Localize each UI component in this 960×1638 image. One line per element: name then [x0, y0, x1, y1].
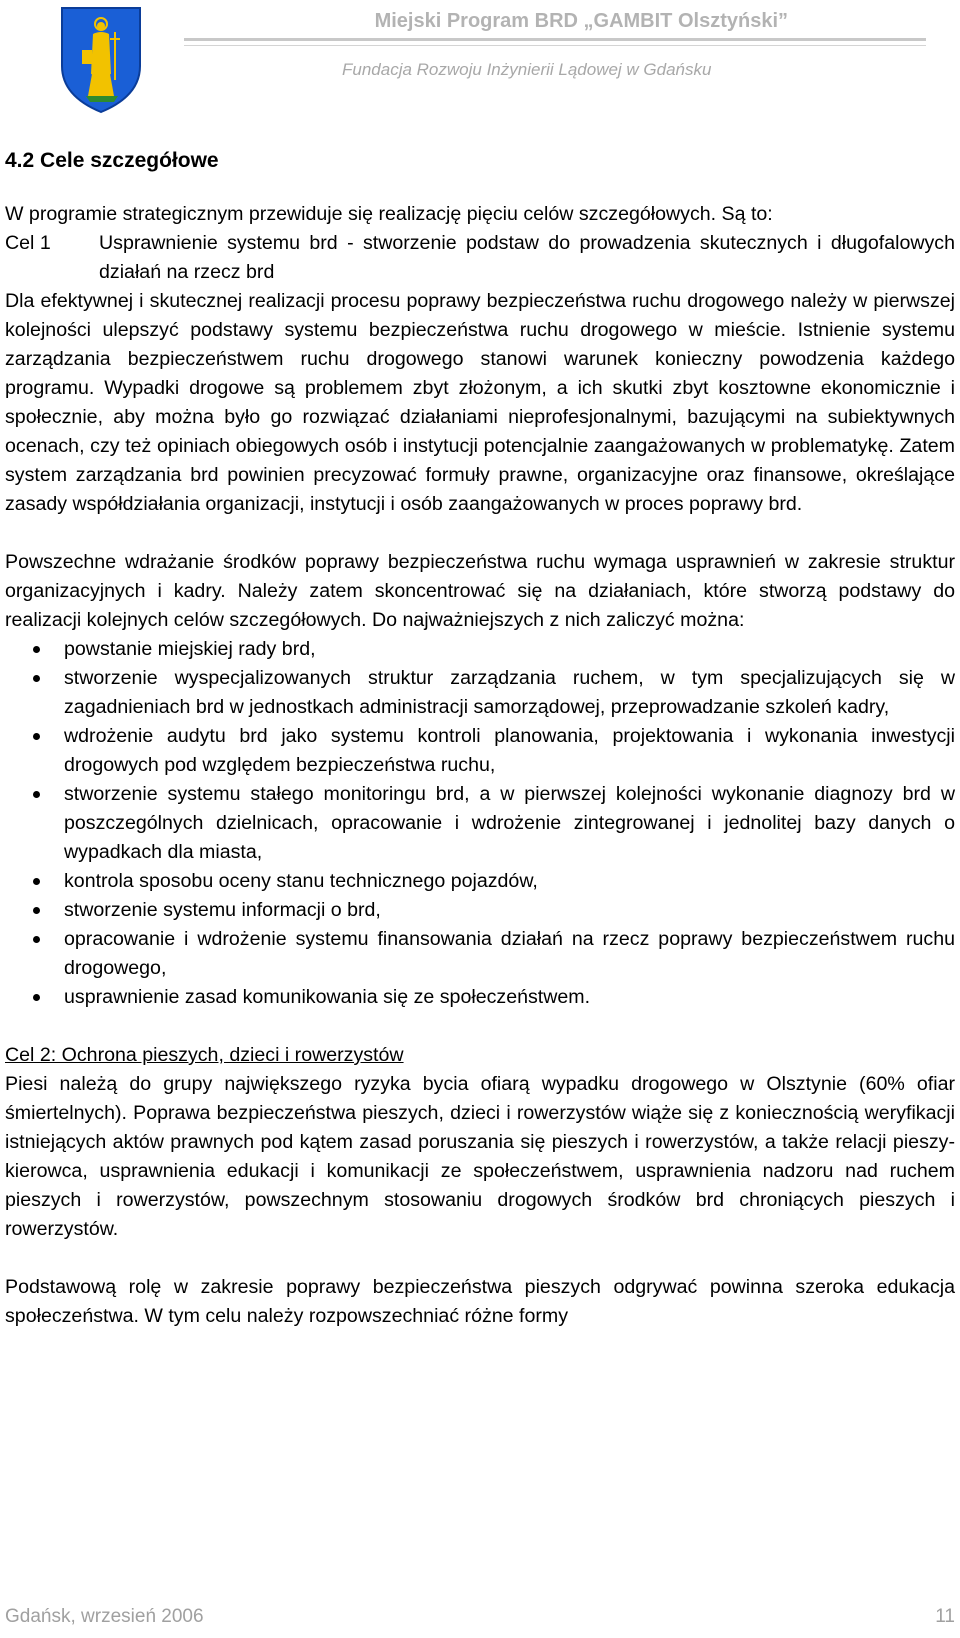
- list-item: stworzenie systemu stałego monitoringu brd, a w pierwszej kolejności wykonanie diagnozy brd w poszczególnych dzielnicach, opracowanie i wdrożenie zintegrowanej i jednolitej bazy danych o wypadkach dla miasta,: [5, 780, 955, 867]
- page-footer: [0, 1606, 960, 1634]
- list-item: kontrola sposobu oceny stanu technicznego pojazdów,: [5, 867, 955, 896]
- list-item: wdrożenie audytu brd jako systemu kontroli planowania, projektowania i wykonania inwestycji drogowych pod względem bezpieczeństwa ruchu,: [5, 722, 955, 780]
- page-header: [0, 0, 960, 120]
- paragraph-3: Piesi należą do grupy największego ryzyka bycia ofiarą wypadku drogowego w Olsztynie (60% ofiar śmiertelnych). Poprawa bezpieczeństwa pieszych, dzieci i rowerzystów wiąże się z koniecznością weryfikacji istniejących aktów prawnych pod kątem zasad poruszania się pieszych i rowerzystów, a także relacji pieszy-kierowca, usprawnienia edukacji i komunikacji ze społeczeństwem, usprawnienia nadzoru nad ruchem pieszych i rowerzystów, powszechnym stosowaniu drogowych środków brd chroniących pieszych i rowerzystów.: [5, 1073, 955, 1240]
- list-item: opracowanie i wdrożenie systemu finansowania działań na rzecz poprawy bezpieczeństwem ruchu drogowego,: [5, 925, 955, 983]
- list-item: stworzenie systemu informacji o brd,: [5, 896, 955, 925]
- paragraph-1: Dla efektywnej i skutecznej realizacji procesu poprawy bezpieczeństwa ruchu drogowego należy w pierwszej kolejności ulepszyć podstawy systemu bezpieczeństwa ruchu drogowego w mieście. Istnienie systemu zarządzania bezpieczeństwem ruchu drogowego stanowi warunek konieczny powodzenia każdego programu. Wypadki drogowe są problemem zbyt złożonym, a ich skutki zbyt kosztowne ekonomicznie i społecznie, aby można było go rozwiązać działaniami nieprofesjonalnymi, bazującymi na subiektywnych ocenach, czy też opiniach obiegowych osób i instytucji potencjalnie zaangażowanych w problematykę. Zatem system zarządzania brd powinien precyzować formuły prawne, organizacyjne oraz finansowe, określające zasady współdziałania organizacji, instytucji i osób zaangażowanych w proces poprawy brd.: [5, 290, 955, 515]
- page-number: 11: [935, 1606, 955, 1627]
- paragraph-4: Podstawową rolę w zakresie poprawy bezpieczeństwa pieszych odgrywać powinna szeroka edukacja społeczeństwa. W tym celu należy rozpowszechniać różne formy: [5, 1276, 955, 1327]
- paragraph-2: Powszechne wdrażanie środków poprawy bezpieczeństwa ruchu wymaga usprawnień w zakresie struktur organizacyjnych i kadry. Należy zatem skoncentrować się na działaniach, które stworzą podstawy do realizacji kolejnych celów szczegółowych. Do najważniejszych z nich zaliczyć można:: [5, 551, 955, 631]
- goal-1-title: Usprawnienie systemu brd - stworzenie podstaw do prowadzenia skutecznych i długofalowych działań na rzecz brd: [99, 232, 955, 283]
- section-heading: 4.2 Cele szczegółowe: [5, 149, 219, 172]
- list-item: usprawnienie zasad komunikowania się ze społeczeństwem.: [5, 983, 955, 1012]
- list-item: stworzenie wyspecjalizowanych struktur zarządzania ruchem, w tym specjalizujących się w zagadnieniach brd w jednostkach administracji samorządowej, przeprowadzanie szkoleń kadry,: [5, 664, 955, 722]
- program-title: Miejski Program BRD „GAMBIT Olsztyński”: [374, 10, 788, 32]
- header-rule: [184, 38, 926, 41]
- goal-2-heading: Cel 2: Ochrona pieszych, dzieci i rowerzystów: [5, 1044, 404, 1066]
- header-rule-thin: [184, 45, 926, 46]
- olsztyn-coat-of-arms-logo: [58, 4, 144, 114]
- foundation-name: Fundacja Rozwoju Inżynierii Lądowej w Gdańsku: [342, 60, 712, 79]
- document-body: [5, 146, 955, 1331]
- list-item: powstanie miejskiej rady brd,: [5, 635, 955, 664]
- intro-paragraph: W programie strategicznym przewiduje się realizację pięciu celów szczegółowych. Są to:: [5, 203, 773, 225]
- measures-list: [5, 635, 955, 1012]
- footer-place-date: Gdańsk, wrzesień 2006: [5, 1606, 204, 1627]
- goal-1-label: Cel 1: [5, 232, 51, 254]
- goal-1-heading: [5, 229, 955, 287]
